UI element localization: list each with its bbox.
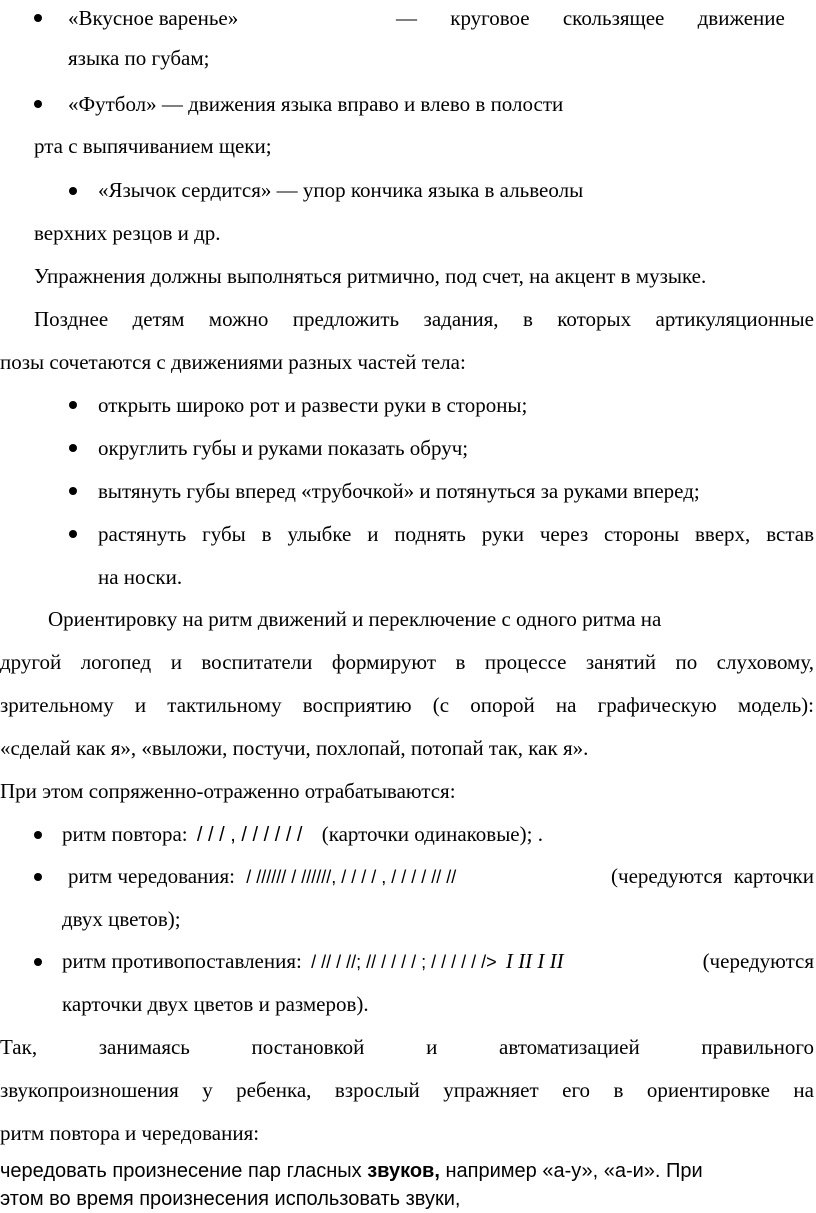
rhythm-symbols: / ////// / //////, / / / / , / / / / // // — [246, 867, 457, 887]
text-fragment: звуков, — [367, 1160, 440, 1182]
list-item: двух цветов); — [62, 907, 181, 931]
text-line: «Футбол» — движения языка вправо и влево в полости — [68, 92, 564, 116]
text-line — [0, 1157, 816, 1185]
text-line: Так, занимаясь постановкой и автоматизацией правильного — [0, 1035, 814, 1059]
rhythm-symbols: / // / //; // / / / / ; / / / / / /> — [311, 952, 497, 972]
bullet-icon — [69, 401, 77, 409]
text-fragment: (чередуются — [702, 949, 814, 973]
bullet-icon — [69, 487, 77, 495]
text-line: позы сочетаются с движениями разных частей тела: — [0, 350, 466, 374]
text-line: «Язычок сердится» — упор кончика языка в альвеолы — [98, 178, 584, 202]
text-fragment: — круговое скользящее движение — [396, 6, 785, 30]
bullet-icon — [69, 444, 77, 452]
text-line: зрительному и тактильному восприятию (с опорой на графическую модель): — [0, 693, 814, 717]
text-line: рта с выпячиванием щеки; — [34, 134, 272, 158]
bullet-icon — [34, 831, 42, 839]
text-fragment: чередовать произнесение пар гласных — [0, 1160, 362, 1182]
rhythm-symbols: / / / , / / / / / / — [196, 824, 303, 846]
text-line: верхних резцов и др. — [34, 221, 221, 245]
list-item — [68, 862, 816, 891]
text-line — [68, 4, 816, 32]
text-fragment: ритм чередования: — [68, 864, 235, 888]
text-fragment: I II I II — [505, 949, 564, 973]
bullet-icon — [34, 14, 42, 22]
bullet-icon — [34, 100, 42, 108]
text-line: языка по губам; — [68, 46, 210, 70]
list-item — [62, 947, 816, 976]
text-line: Позднее детям можно предложить задания, в которых артикуляционные — [34, 307, 814, 331]
text-line: При этом сопряженно-отраженно отрабатываются: — [0, 779, 456, 803]
text-fragment: ритм повтора: — [62, 822, 188, 846]
text-line: Ориентировку на ритм движений и переключение с одного ритма на — [48, 607, 662, 631]
text-fragment: «Вкусное варенье» — [68, 6, 239, 30]
list-item: растянуть губы в улыбке и поднять руки через стороны вверх, встав — [98, 522, 814, 546]
text-line: ритм повтора и чередования: — [0, 1121, 260, 1145]
list-item — [62, 820, 816, 849]
list-item: на носки. — [98, 565, 183, 589]
list-item: открыть широко рот и развести руки в стороны; — [98, 393, 528, 417]
bullet-icon — [69, 530, 77, 538]
bullet-icon — [34, 873, 42, 881]
list-item: карточки двух цветов и размеров). — [62, 992, 369, 1016]
list-item: вытянуть губы вперед «трубочкой» и потянуться за руками вперед; — [98, 479, 700, 503]
text-line: «сделай как я», «выложи, постучи, похлопай, потопай так, как я». — [0, 736, 589, 760]
text-line: Упражнения должны выполняться ритмично, под счет, на акцент в музыке. — [34, 264, 707, 288]
text-line: звукопроизношения у ребенка, взрослый упражняет его в ориентировке на — [0, 1078, 814, 1102]
text-line: этом во время произнесения использовать звуки, — [0, 1188, 461, 1210]
text-fragment: например «а-у», «а-и». При — [445, 1160, 703, 1182]
bullet-icon — [69, 187, 77, 195]
text-line: другой логопед и воспитатели формируют в процессе занятий по слуховому, — [0, 650, 814, 674]
list-item: округлить губы и руками показать обруч; — [98, 436, 469, 460]
text-fragment: ритм противопоставления: — [62, 949, 302, 973]
bullet-icon — [34, 958, 42, 966]
text-fragment: (чередуются карточки — [611, 864, 814, 888]
text-fragment: (карточки одинаковые); . — [321, 822, 543, 846]
